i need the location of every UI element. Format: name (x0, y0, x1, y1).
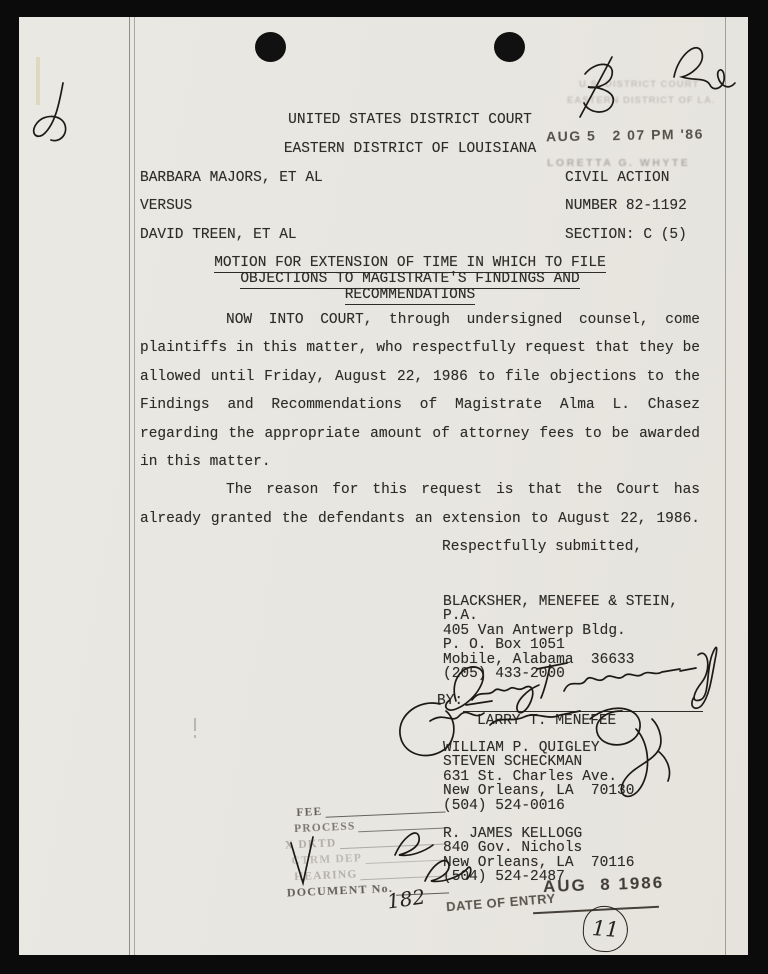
entry-date-label: DATE OF ENTRY (445, 890, 557, 915)
docket-row-label: FEE (296, 805, 323, 820)
attorney-street: 840 Gov. Nichols (443, 840, 583, 857)
docket-intake-stamp (283, 797, 449, 901)
firm-pa: P.A. (443, 608, 478, 625)
attorneys-block-2 (443, 741, 634, 813)
document-no-handwritten: 182 (385, 884, 427, 914)
attorney-city: New Orleans, LA 70116 (443, 854, 635, 871)
body-line: allowed until Friday, August 22, 1986 to file objections to the (140, 369, 700, 385)
filed-stamp-faint-line1: U.S. DISTRICT COURT (579, 79, 700, 90)
firm-building: 405 Van Antwerp Bldg. (443, 622, 626, 639)
hole-punch-left (255, 32, 286, 62)
attorney-phone: (504) 524-0016 (443, 797, 565, 814)
attorney-name: WILLIAM P. QUIGLEY (443, 740, 600, 756)
filed-stamp-faint-line2: EASTERN DISTRICT OF LA. (567, 95, 716, 106)
filed-stamp-datetime: AUG 5 2 07 PM '86 (545, 125, 705, 145)
caption-versus: VERSUS (140, 198, 193, 214)
by-label: BY: (437, 693, 464, 709)
caption-case-number: NUMBER 82-1192 (565, 198, 687, 214)
attorney-name: STEVEN SCHECKMAN (443, 754, 583, 771)
docket-row-label: X DKTD (284, 837, 337, 852)
docket-row-label: PROCESS (293, 820, 356, 836)
circled-page-number (581, 904, 629, 953)
firm-pobox: P. O. Box 1051 (443, 637, 565, 654)
court-name: UNITED STATES DISTRICT COURT (288, 112, 532, 128)
caption-civil-action: CIVIL ACTION (565, 170, 670, 186)
attorney-city: New Orleans, LA 70130 (443, 783, 635, 800)
body-line: already granted the defendants an extension to August 22, 1986. (140, 511, 700, 527)
stray-mark (194, 718, 196, 731)
left-margin-line-inner (134, 17, 135, 955)
body-line: in this matter. (140, 454, 271, 470)
body-line: The reason for this request is that the Court has (226, 482, 700, 498)
firm-address-block (443, 595, 678, 681)
body-line: Findings and Recommendations of Magistrate Alma L. Chasez (140, 397, 700, 413)
motion-title-text3: RECOMMENDATIONS (344, 287, 476, 303)
court-district: EASTERN DISTRICT OF LOUISIANA (283, 141, 537, 157)
caption-section: SECTION: C (5) (565, 227, 687, 243)
body-line: plaintiffs in this matter, who respectfully request that they be (140, 340, 700, 356)
motion-title-line1 (119, 256, 701, 271)
document-no-label: DOCUMENT No. (286, 880, 394, 900)
tape-mark (36, 57, 40, 105)
entry-date-stamp: AUG 8 1986 (542, 872, 665, 897)
firm-phone: (205) 433-2000 (443, 666, 565, 683)
attorney-name: R. JAMES KELLOGG (443, 826, 583, 842)
closing-line: Respectfully submitted, (442, 539, 643, 555)
body-line: NOW INTO COURT, through undersigned counsel, come (226, 312, 700, 328)
docket-row-label: HEARING (293, 868, 358, 884)
left-margin-line-outer (129, 17, 130, 955)
filed-stamp-clerk-name: LORETTA G. WHYTE (547, 157, 691, 169)
attorney-street: 631 St. Charles Ave. (443, 768, 618, 785)
document-page (19, 17, 748, 955)
docket-row-label: CTRM DEP (291, 852, 363, 868)
body-line: regarding the appropriate amount of attorney fees to be awarded (140, 426, 700, 442)
motion-title-line2 (119, 272, 701, 287)
signature-underline (463, 711, 703, 712)
motion-title-text1: MOTION FOR EXTENSION OF TIME IN WHICH TO FILE (214, 255, 606, 271)
signer-name: LARRY T. MENEFEE (477, 713, 617, 729)
motion-title-line3 (119, 288, 701, 303)
right-margin-line (725, 17, 726, 955)
firm-name: BLACKSHER, MENEFEE & STEIN, (443, 594, 678, 610)
attorney-phone: (504) 524-2487 (443, 869, 565, 886)
caption-defendant: DAVID TREEN, ET AL (140, 227, 297, 243)
circled-number-value: 11 (591, 916, 620, 942)
motion-title-text2: OBJECTIONS TO MAGISTRATE'S FINDINGS AND (240, 271, 580, 287)
firm-city: Mobile, Alabama 36633 (443, 651, 635, 668)
hole-punch-right (494, 32, 525, 62)
caption-plaintiff: BARBARA MAJORS, ET AL (140, 170, 323, 186)
